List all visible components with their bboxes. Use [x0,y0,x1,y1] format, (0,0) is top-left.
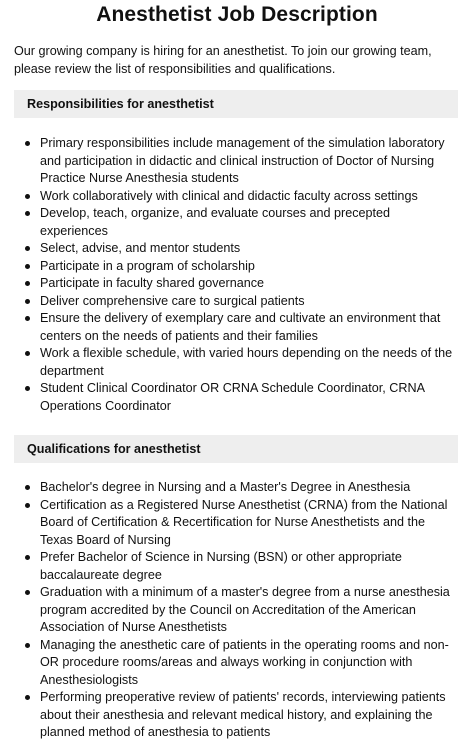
bullet-icon [25,695,30,700]
list-item [40,240,460,258]
list-item-text: Develop, teach, organize, and evaluate courses and precepted experiences [40,206,391,238]
list-item-text: Participate in a program of scholarship [40,258,255,273]
list-item-text: Managing the anesthetic care of patients in the operating rooms and non-OR procedure rooms/areas and always working in conjunction with Anesthesiologists [40,637,449,687]
bullet-icon [25,211,30,216]
bullet-icon [25,485,30,490]
list-item [40,689,460,742]
list-item [40,497,460,550]
bullet-icon [25,194,30,199]
bullet-icon [25,299,30,304]
list-item [40,310,460,345]
list-item [40,637,460,690]
bullet-icon [25,590,30,595]
list-item [40,275,460,293]
list-item [40,345,460,380]
bullet-icon [25,281,30,286]
bullet-icon [25,141,30,146]
list-item-text: Primary responsibilities include management of the simulation laboratory and participation in didactic and clinical instruction of Doctor of Nursing Practice Nurse Anesthesia students [40,136,445,185]
bullet-icon [25,643,30,648]
list-item [40,380,460,415]
bullet-icon [25,316,30,321]
list-item-text: Work a flexible schedule, with varied hours depending on the needs of the department [40,346,453,378]
bullet-icon [25,386,30,391]
list-item-text: Select, advise, and mentor students [40,241,241,255]
list-item [40,584,460,637]
list-item-text: Participate in faculty shared governance [40,276,265,290]
qualifications-list [0,479,474,742]
responsibilities-heading: Responsibilities for anesthetist [14,90,458,118]
list-item [40,135,460,188]
list-item-text: Work collaboratively with clinical and didactic faculty across settings [40,188,418,203]
list-item [40,188,460,206]
bullet-icon [25,555,30,560]
bullet-icon [25,246,30,251]
list-item-text: Deliver comprehensive care to surgical patients [40,293,305,308]
list-item [40,293,460,311]
list-item-text: Certification as a Registered Nurse Anesthetist (CRNA) from the National Board of Certification & Recertification for Nurse Anesthetists and the Texas Board of Nursing [40,497,448,547]
list-item [40,258,460,276]
list-item-text: Bachelor's degree in Nursing and a Master's Degree in Anesthesia [40,480,411,494]
list-item-text: Graduation with a minimum of a master's degree from a nurse anesthesia program accredited by the Council on Accreditation of the American Association of Nurse Anesthetists [40,585,450,634]
bullet-icon [25,351,30,356]
list-item-text: Prefer Bachelor of Science in Nursing (BSN) or other appropriate baccalaureate degree [40,550,402,582]
page-title: Anesthetist Job Description [96,3,378,26]
list-item-text: Student Clinical Coordinator OR CRNA Schedule Coordinator, CRNA Operations Coordinator [40,381,425,413]
list-item [40,549,460,584]
qualifications-heading: Qualifications for anesthetist [14,435,458,463]
bullet-icon [25,503,30,508]
responsibilities-list [0,135,474,415]
intro-paragraph: Our growing company is hiring for an anesthetist. To join our growing team, please review the list of responsibilities and qualifications. [14,44,432,76]
list-item-text: Ensure the delivery of exemplary care and cultivate an environment that centers on the needs of patients and their families [40,311,441,343]
list-item [40,205,460,240]
list-item-text: Performing preoperative review of patients' records, interviewing patients about their anesthesia and relevant medical history, and explaining the planned method of anesthesia to patients [40,690,446,739]
list-item [40,479,460,497]
bullet-icon [25,264,30,269]
